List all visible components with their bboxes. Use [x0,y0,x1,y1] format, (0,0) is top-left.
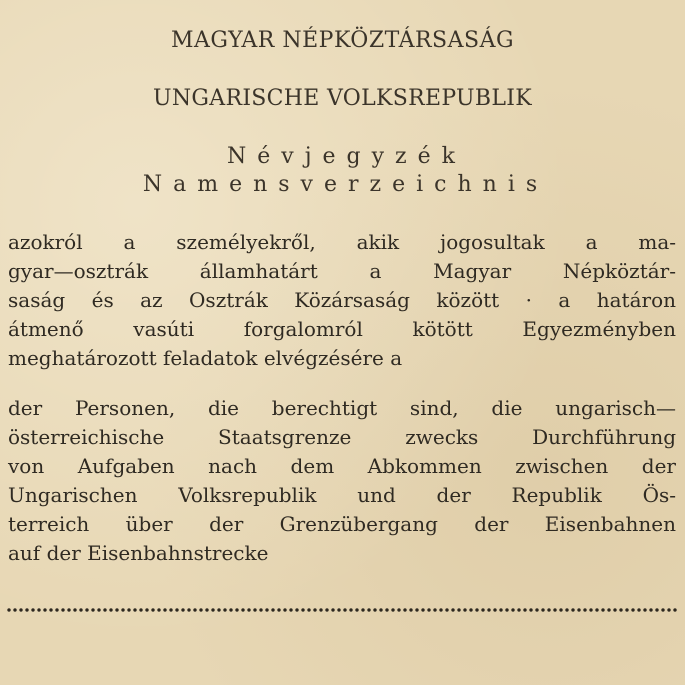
paragraph-line: azokról a személyekről, akik jogosultak a ma- [8,230,676,254]
paragraph-line: von Aufgaben nach dem Abkommen zwischen der [8,454,676,478]
paragraph-line: auf der Eisenbahnstrecke [8,541,269,565]
document-title-de: Namensverzeichnis [142,172,549,197]
paragraph-line: gyar—osztrák államhatárt a Magyar Népköztár- [8,259,676,283]
document-title-hu: Névjegyzék [227,144,466,169]
paragraph-line: terreich über der Grenzübergang der Eisenbahnen [8,512,676,536]
german-paragraph [8,394,676,568]
dotted-fill-line [6,607,678,613]
paragraph-line: saság és az Osztrák Közársaság között · a határon [8,288,676,312]
header-country-de: UNGARISCHE VOLKSREPUBLIK [153,86,532,111]
paragraph-line: meghatározott feladatok elvégzésére a [8,346,403,370]
paragraph-line: átmenő vasúti forgalomról kötött Egyezményben [8,317,676,341]
paragraph-line: der Personen, die berechtigt sind, die ungarisch— [8,396,676,420]
paragraph-line: Ungarischen Volksrepublik und der Republik Ös- [8,483,676,507]
header-country-hu: MAGYAR NÉPKÖZTÁRSASÁG [170,28,515,53]
hungarian-paragraph [8,228,676,373]
paragraph-line: österreichische Staatsgrenze zwecks Durchführung [8,425,676,449]
